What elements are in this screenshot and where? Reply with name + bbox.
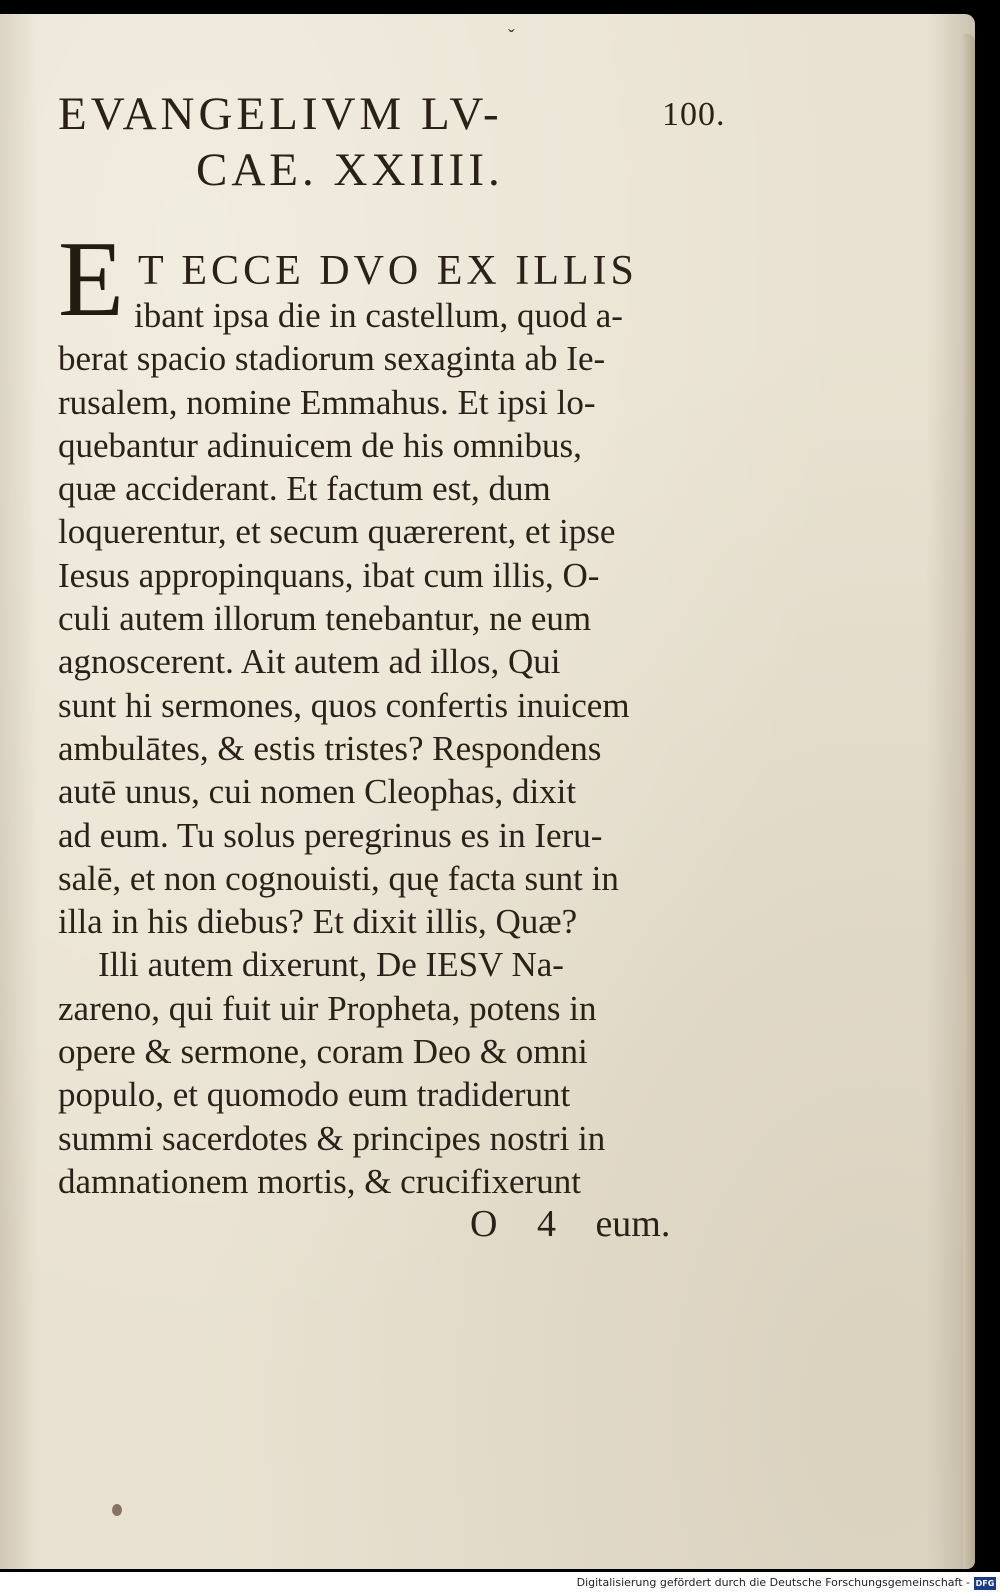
text-line: illa in his diebus? Et dixit illis, Quæ? — [58, 902, 578, 942]
signature-catchword: O 4 eum. — [470, 1203, 671, 1245]
ink-smudge — [112, 1504, 122, 1516]
drop-initial: E — [58, 220, 124, 339]
text-line: ad eum. Tu solus peregrinus es in Ieru- — [58, 815, 603, 855]
text-line: ibant ipsa die in castellum, quod a- — [134, 296, 623, 335]
text-line: zareno, qui fuit uir Propheta, potens in — [58, 988, 597, 1028]
text-line: ambulātes, & estis tristes? Respondens — [58, 728, 602, 768]
text-line: salē, et non cognouisti, quę facta sunt in — [58, 858, 619, 898]
book-page — [0, 14, 975, 1569]
text-line: sunt hi sermones, quos confertis inuicem — [58, 685, 630, 725]
page-edge — [963, 34, 975, 1569]
text-line: rusalem, nomine Emmahus. Et ipsi lo- — [58, 382, 596, 422]
text-line: opere & sermone, coram Deo & omni — [58, 1032, 588, 1072]
text-line: quebantur adinuicem de his omnibus, — [58, 425, 582, 465]
text-line: loquerentur, et secum quærerent, et ipse — [58, 512, 616, 552]
text-line: berat spacio stadiorum sexaginta ab Ie- — [58, 339, 606, 379]
text-line: quæ acciderant. Et factum est, dum — [58, 469, 551, 509]
running-head — [58, 86, 588, 198]
text-line: damnationem mortis, & crucifixerunt — [58, 1161, 581, 1201]
opening-capitals: T ECCE DVO EX ILLIS — [138, 248, 638, 294]
printer-mark: ˇ — [508, 26, 515, 48]
text-line: Illi autem dixerunt, De IESV Na- — [98, 945, 564, 985]
text-line: agnoscerent. Ait autem ad illos, Qui — [58, 642, 561, 682]
text-line: culi autem illorum tenebantur, ne eum — [58, 599, 592, 639]
body-text — [58, 220, 720, 1203]
running-head-line-1: EVANGELIVM LV- — [58, 88, 503, 140]
text-line: Iesus appropinquans, ibat cum illis, O- — [58, 555, 600, 595]
text-line: autē unus, cui nomen Cleophas, dixit — [58, 772, 577, 812]
text-line: populo, et quomodo eum tradiderunt — [58, 1075, 571, 1115]
digitization-footer — [0, 1572, 1000, 1596]
text-line: summi sacerdotes & principes nostri in — [58, 1118, 606, 1158]
folio-number: 100. — [662, 96, 726, 133]
running-head-line-2: CAE. XXIIII. — [196, 144, 504, 196]
dfg-logo: DFG — [975, 1579, 995, 1588]
funding-credit: Digitalisierung gefördert durch die Deutsche Forschungsgemeinschaft - — [576, 1576, 970, 1589]
